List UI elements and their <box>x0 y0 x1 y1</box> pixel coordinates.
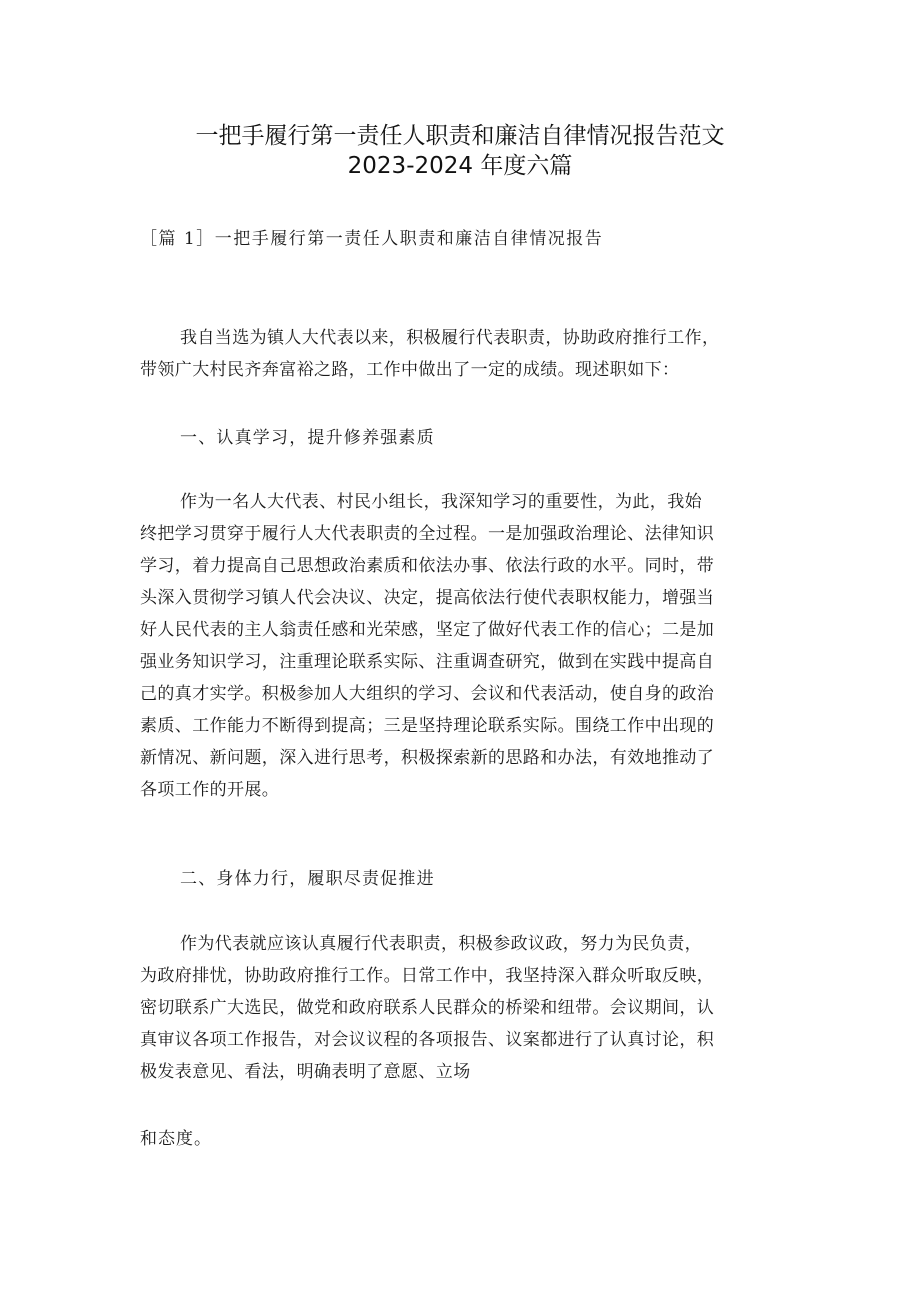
paragraph-line: 学习，着力提高自己思想政治素质和依法办事、依法行政的水平。同时，带 <box>140 556 715 576</box>
section-heading-1: 一、认真学习，提升修养强素质 <box>180 428 435 448</box>
paragraph-tail: 和态度。 <box>140 1129 212 1149</box>
paragraph-line: 真审议各项工作报告，对会议议程的各项报告、议案都进行了认真讨论，积 <box>140 1030 715 1050</box>
paragraph-line: 强业务知识学习，注重理论联系实际、注重调查研究，做到在实践中提高自 <box>140 652 715 672</box>
paragraph-duty <box>140 928 790 1088</box>
document-title-line-1: 一把手履行第一责任人职责和廉洁自律情况报告范文 <box>195 123 725 149</box>
paragraph-line: 新情况、新问题，深入进行思考，积极探索新的思路和办法，有效地推动了 <box>140 748 715 768</box>
paragraph-line: 各项工作的开展。 <box>140 780 280 800</box>
paragraph-line: 带领广大村民齐奔富裕之路，工作中做出了一定的成绩。现述职如下： <box>140 360 680 380</box>
paragraph-line: 我自当选为镇人大代表以来，积极履行代表职责，协助政府推行工作， <box>180 328 720 348</box>
paragraph-line: 极发表意见、看法，明确表明了意愿、立场 <box>140 1062 471 1082</box>
paragraph-line: 终把学习贯穿于履行人大代表职责的全过程。一是加强政治理论、法律知识 <box>140 524 715 544</box>
paragraph-line: 好人民代表的主人翁责任感和光荣感，坚定了做好代表工作的信心；二是加 <box>140 620 715 640</box>
section-heading-2: 二、身体力行，履职尽责促推进 <box>180 869 435 889</box>
paragraph-line: 素质、工作能力不断得到提高；三是坚持理论联系实际。围绕工作中出现的 <box>140 716 715 736</box>
paragraph-intro <box>140 322 790 386</box>
paragraph-line: 作为一名人大代表、村民小组长，我深知学习的重要性，为此，我始 <box>180 492 702 512</box>
document-title-line-2: 2023-2024 年度六篇 <box>347 153 573 179</box>
paragraph-line: 密切联系广大选民，做党和政府联系人民群众的桥梁和纽带。会议期间，认 <box>140 998 715 1018</box>
paragraph-line: 为政府排忧，协助政府推行工作。日常工作中，我坚持深入群众听取反映， <box>140 966 715 986</box>
paragraph-line: 头深入贯彻学习镇人代会决议、决定，提高依法行使代表职权能力，增强当 <box>140 588 715 608</box>
paragraph-line: 己的真才实学。积极参加人大组织的学习、会议和代表活动，使自身的政治 <box>140 684 715 704</box>
paragraph-line: 作为代表就应该认真履行代表职责，积极参政议政，努力为民负责， <box>180 934 702 954</box>
paragraph-study <box>140 486 790 806</box>
article-subheading: ［篇 1］一把手履行第一责任人职责和廉洁自律情况报告 <box>140 229 604 249</box>
